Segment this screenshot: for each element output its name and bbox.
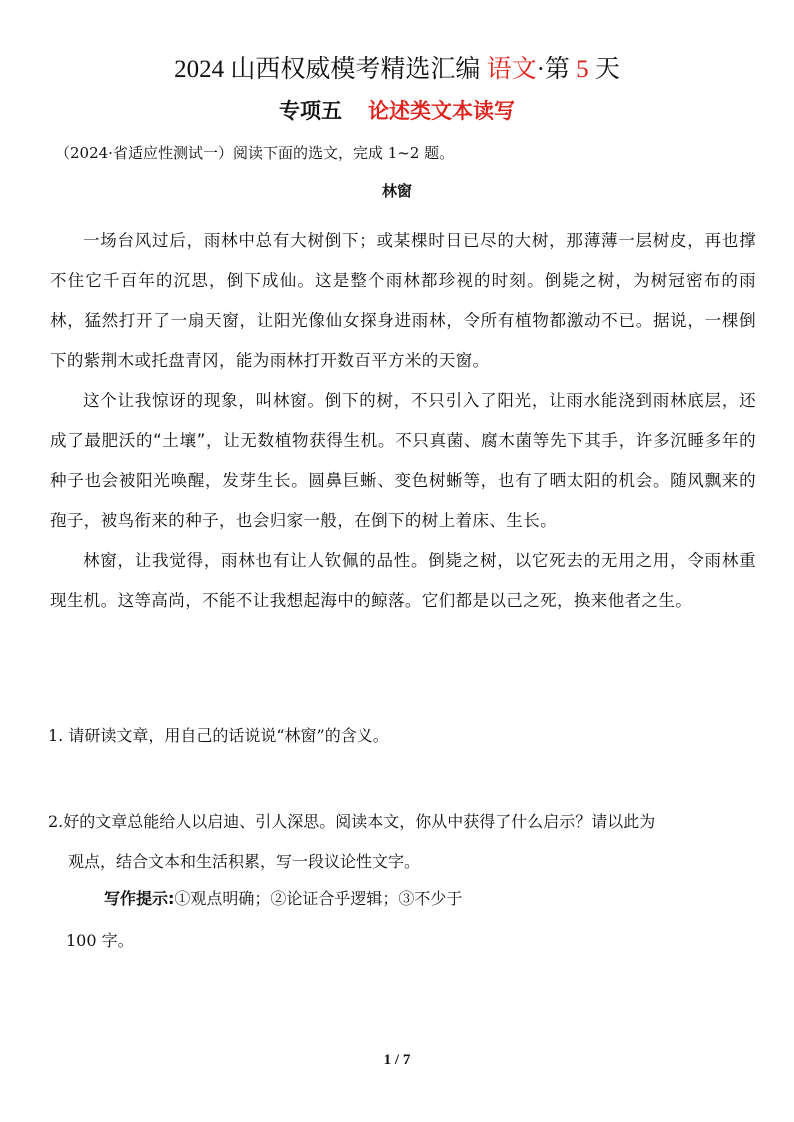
article-body [50,221,756,621]
question-2 [48,802,754,882]
article-paragraph: 林窗，让我觉得，雨林也有让人钦佩的品性。倒毙之树，以它死去的无用之用，令雨林重现生机。这等高尚，不能不让我想起海中的鲸落。它们都是以己之死，换来他者之生。 [50,551,756,610]
title-separator: ·第 [536,56,577,83]
title-day-number: 5 [576,56,589,83]
writing-hint-text: ①观点明确；②论证合乎逻辑；③不少于 [174,889,463,908]
title-day-suffix: 天 [588,56,620,83]
question-2-line-1: 2.好的文章总能给人以启迪、引人深思。阅读本文，你从中获得了什么启示？请以此为 [48,812,656,831]
title-subject: 语文 [486,56,537,83]
question-2-line-2: 观点，结合文本和生活积累，写一段议论性文字。 [68,852,421,871]
section-label: 专项五 [279,99,342,123]
article-title: 林窗 [381,182,412,200]
section-heading [0,94,794,128]
title-main: 2024 山西权威模考精选汇编 [174,56,487,83]
reading-instruction: （2024·省适应性测试一）阅读下面的选文，完成 1~2 题。 [55,144,455,162]
section-topic: 论述类文本读写 [368,99,515,123]
writing-hint [104,885,564,913]
question-1: 1. 请研读文章，用自己的话说说“林窗”的含义。 [48,726,389,745]
writing-hint-continuation: 100 字。 [66,931,134,950]
article-paragraph: 这个让我惊讶的现象，叫林窗。倒下的树，不只引入了阳光，让雨水能浇到雨林底层，还成了最肥沃的“土壤”，让无数植物获得生机。不只真菌、腐木菌等先下其手，许多沉睡多年的种子也会被阳光唤醒，发芽生长。圆鼻巨蜥、变色树蜥等，也有了晒太阳的机会。随风飘来的孢子，被鸟衔来的种子，也会归家一般，在倒下的树上着床、生长。 [50,391,756,530]
writing-hint-label: 写作提示: [104,889,175,908]
page-number: 1 / 7 [383,1052,411,1068]
article-paragraph: 一场台风过后，雨林中总有大树倒下；或某棵时日已尽的大树，那薄薄一层树皮，再也撑不住它千百年的沉思，倒下成仙。这是整个雨林都珍视的时刻。倒毙之树，为树冠密布的雨林，猛然打开了一扇天窗，让阳光像仙女探身进雨林，令所有植物都激动不已。据说，一棵倒下的紫荆木或托盘青冈，能为雨林打开数百平方米的天窗。 [50,231,756,370]
document-title [0,50,794,90]
